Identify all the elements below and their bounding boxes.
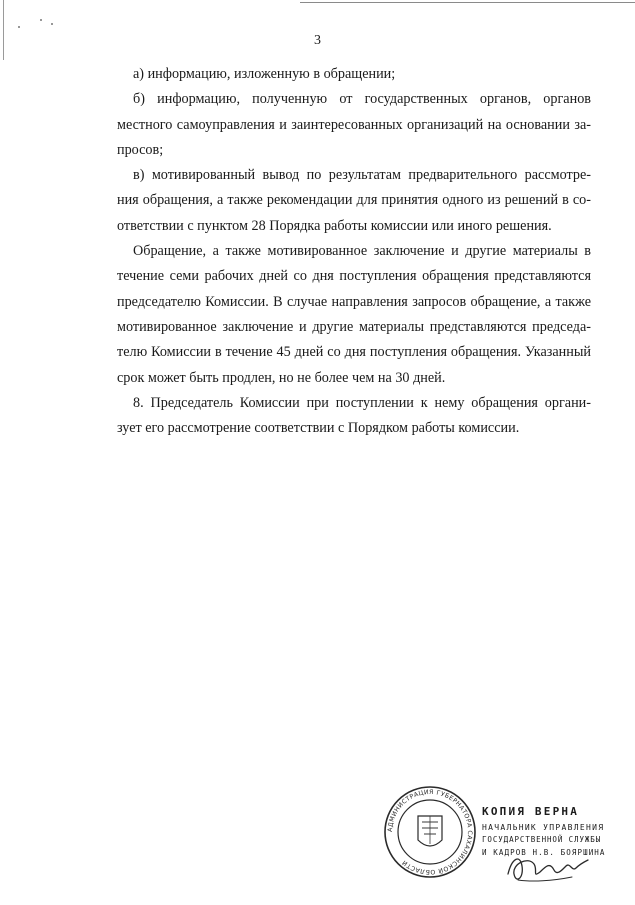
page-edge-left [3, 0, 4, 60]
text-line: телю Комиссии в течение 45 дней со дня поступления обращения. Указанный [117, 344, 591, 361]
scan-speck [51, 23, 53, 25]
text-line: в) мотивированный вывод по результатам предварительного рассмотре- [133, 167, 591, 184]
text-line: 8. Председатель Комиссии при поступлении к нему обращения органи- [133, 394, 591, 411]
text-line: мотивированное заключение и другие материалы представляются председа- [117, 318, 591, 335]
official-seal-icon [384, 786, 476, 878]
text-line: ния обращения, а также рекомендации для принятия одного из решений в со- [117, 192, 591, 209]
certification-title: КОПИЯ ВЕРНА [482, 805, 580, 818]
scan-speck [18, 26, 20, 28]
certification-signer: И КАДРОВ Н.В. БОЯРШИНА [482, 848, 606, 857]
page-edge-top [300, 2, 635, 3]
handwritten-signature-icon [502, 844, 592, 888]
text-line: течение семи рабочих дней со дня поступления обращения представляются [117, 268, 591, 285]
document-body [117, 62, 591, 441]
text-line: местного самоуправления и заинтересованных организаций на основании за- [117, 116, 591, 133]
text-line: Обращение, а также мотивированное заключение и другие материалы в [133, 243, 591, 260]
text-line: ответствии с пунктом 28 Порядка работы комиссии или иного решения. [117, 217, 552, 234]
certification-stamp [384, 782, 624, 894]
page-number: 3 [314, 33, 321, 48]
text-line: просов; [117, 141, 164, 158]
text-line: а) информацию, изложенную в обращении; [133, 66, 396, 82]
text-line: б) информацию, полученную от государственных органов, органов [133, 91, 591, 108]
text-line: зует его рассмотрение соответствии с Порядком работы комиссии. [117, 420, 520, 437]
scan-speck [40, 19, 42, 21]
certification-position-line-1: НАЧАЛЬНИК УПРАВЛЕНИЯ [482, 823, 605, 832]
text-line: председателю Комиссии. В случае направления запросов обращение, а также [117, 293, 591, 310]
seal-text: АДМИНИСТРАЦИЯ ГУБЕРНАТОРА САХАЛИНСКОЙ ОБЛАСТИ [386, 788, 474, 876]
text-line: срок может быть продлен, но не более чем на 30 дней. [117, 369, 446, 386]
certification-position-line-2: ГОСУДАРСТВЕННОЙ СЛУЖБЫ [482, 835, 602, 844]
